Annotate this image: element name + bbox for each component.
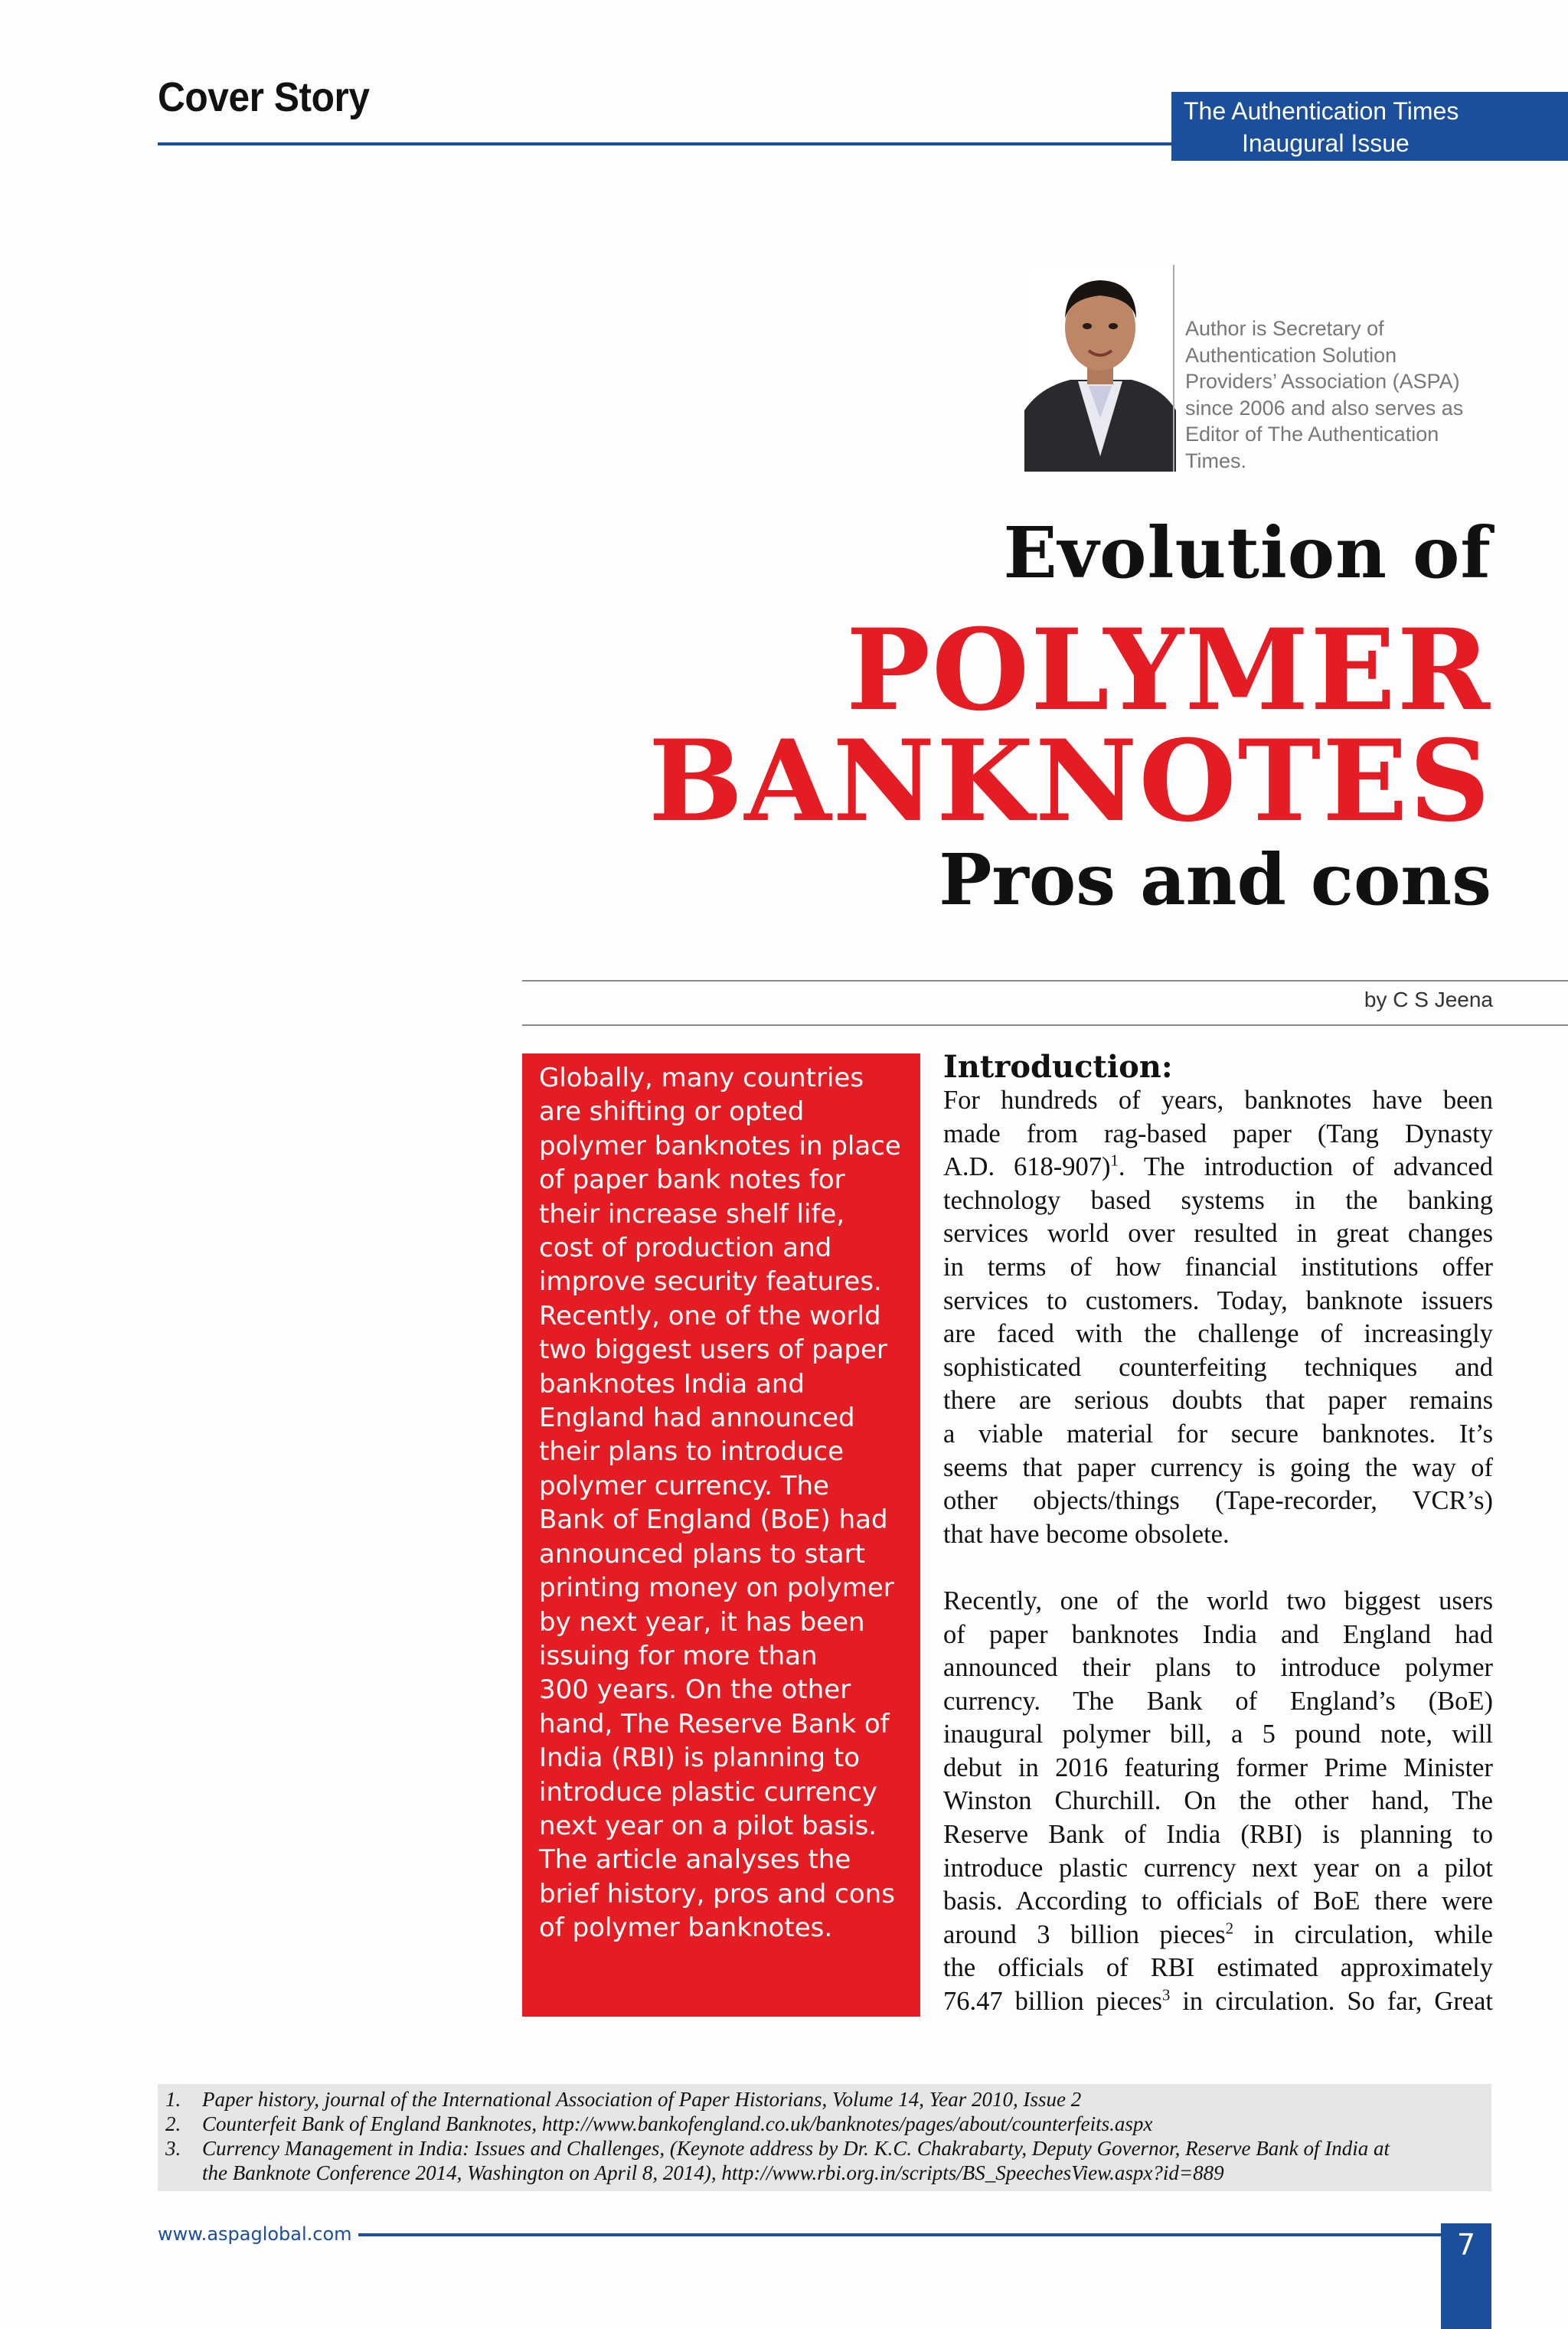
bio-line: Author is Secretary of [1185,317,1384,340]
summary-line: by next year, it has been [539,1606,865,1638]
section-heading: Introduction: [943,1049,1173,1085]
summary-line: Bank of England (BoE) had [539,1504,888,1536]
summary-line: 300 years. On the other [539,1674,851,1706]
bio-line: Times. [1185,449,1246,472]
summary-line: England had announced [539,1403,855,1434]
website-link[interactable]: www.aspaglobal.com [158,2223,352,2245]
byline: by C S Jeena [1364,988,1493,1011]
footnote-2 [165,2112,1152,2136]
paragraph-2 [943,1585,1493,2019]
footnote-number: 2. [165,2112,181,2135]
title-line-1: Evolution of [1003,511,1491,594]
summary-line: Recently, one of the world [539,1300,881,1331]
summary-line: of paper bank notes for [539,1164,845,1196]
summary-line: hand, The Reserve Bank of [539,1708,890,1739]
summary-line: polymer banknotes in place [539,1130,901,1161]
summary-line: printing money on polymer [539,1573,894,1604]
page-number: 7 [1456,2228,1476,2262]
summary-line: cost of production and [539,1233,832,1264]
summary-line: two biggest users of paper [539,1334,887,1366]
bio-line: Providers’ Association (ASPA) [1185,370,1460,394]
body-line [943,1985,1493,2019]
body-line: there are serious doubts that paper remains [943,1386,1493,1416]
body-line: announced their plans to introduce polymer [943,1653,1493,1683]
byline-rule-bottom [522,1024,1568,1026]
bio-line: Authentication Solution [1185,343,1397,367]
body-line: For hundreds of years, banknotes have been [943,1086,1493,1115]
title-line-2: POLYMER [846,605,1491,736]
header-rule [158,142,1171,145]
footnote-number: 3. [165,2137,181,2160]
footnote-ref: 2 [1225,1920,1234,1938]
summary-line: banknotes India and [539,1368,805,1400]
body-line: Recently, one of the world two biggest users [943,1586,1493,1615]
summary-line: their plans to introduce [539,1436,844,1468]
body-line: of paper banknotes India and England had [943,1619,1493,1649]
footnote-text: Counterfeit Bank of England Banknotes, http://www.bankofengland.co.uk/banknotes/pages/about/counterfeits.aspx [202,2112,1153,2135]
body-text: 76.47 billion pieces [943,1987,1162,2017]
footnote-text: Paper history, journal of the International Association of Paper Historians, Volume 14, Year 2010, Issue 2 [202,2088,1082,2111]
summary-box [522,1053,920,2017]
body-line: that have become obsolete. [943,1519,1230,1549]
author-bio [1185,315,1507,475]
photo-divider [1173,265,1174,472]
title-line-4: Pros and cons [939,838,1491,921]
body-line: debut in 2016 featuring former Prime Minister [943,1752,1493,1782]
body-line: made from rag-based paper (Tang Dynasty [943,1119,1493,1148]
summary-line: next year on a pilot basis. [539,1810,877,1841]
bio-line: since 2006 and also serves as [1185,396,1464,420]
body-line [943,1151,1493,1184]
body-line: other objects/things (Tape-recorder, VCR’s) [943,1486,1493,1516]
summary-line: brief history, pros and cons [539,1878,895,1909]
body-line: a viable material for secure banknotes. It’s [943,1419,1493,1449]
summary-line: announced plans to start [539,1538,865,1570]
footnote-3 [165,2136,1390,2161]
issue-banner [1171,92,1568,161]
summary-line: introduce plastic currency [539,1776,877,1808]
summary-line: of polymer banknotes. [539,1913,833,1944]
summary-line: The article analyses the [539,1844,851,1876]
summary-line: improve security features. [539,1266,882,1298]
paragraph-1 [943,1084,1493,1551]
summary-line: are shifting or opted [539,1096,805,1128]
title-line-3: BANKNOTES [648,716,1491,847]
body-line: currency. The Bank of England’s (BoE) [943,1686,1493,1716]
summary-line: issuing for more than [539,1640,818,1671]
publication-name: The Authentication Times [1184,97,1459,125]
author-portrait-icon [1024,265,1176,472]
footnote-text: Currency Management in India: Issues and Challenges, (Keynote address by Dr. K.C. Chakrabarty, Deputy Governor, Reserve Bank of India at [202,2137,1390,2160]
body-line [943,1919,1493,1952]
body-line: the officials of RBI estimated approximately [943,1953,1493,1983]
body-line: Reserve Bank of India (RBI) is planning to [943,1820,1493,1850]
body-text: A.D. 618-907) [943,1152,1111,1182]
footnote-ref: 3 [1161,1987,1171,2004]
page-number-tab [1441,2223,1491,2329]
author-photo [1024,265,1176,472]
body-line: basis. According to officials of BoE there were [943,1886,1493,1916]
body-line: technology based systems in the banking [943,1185,1493,1215]
summary-line: Globally, many countries [539,1063,864,1093]
bio-line: Editor of The Authentication [1185,423,1439,446]
footnote-ref: 1 [1110,1152,1119,1170]
summary-line: polymer currency. The [539,1470,829,1501]
footnote-3-continued: the Banknote Conference 2014, Washington on April 8, 2014), http://www.rbi.org.in/scripts/BS_SpeechesView.aspx?id=889 [202,2161,1224,2184]
issue-label: Inaugural Issue [1242,129,1410,157]
footnote-number: 1. [165,2088,181,2111]
body-line: Winston Churchill. On the other hand, The [943,1786,1493,1816]
footer-rule [358,2233,1441,2236]
section-label: Cover Story [158,74,370,120]
body-line: are faced with the challenge of increasingly [943,1319,1493,1349]
body-line: in terms of how financial institutions offer [943,1252,1493,1282]
footnotes-box [158,2084,1491,2191]
body-text: in circulation. So far, Great [1170,1987,1493,2017]
body-text: . The introduction of advanced [1118,1152,1493,1182]
summary-line: their increase shelf life, [539,1198,845,1230]
body-line: inaugural polymer bill, a 5 pound note, will [943,1720,1493,1749]
body-line: introduce plastic currency next year on a pilot [943,1853,1493,1883]
body-line: seems that paper currency is going the way of [943,1452,1493,1482]
body-line: sophisticated counterfeiting techniques and [943,1352,1493,1382]
body-text: in circulation, while [1233,1919,1493,1949]
summary-line: India (RBI) is planning to [539,1743,861,1774]
body-line: services world over resulted in great changes [943,1219,1493,1249]
article-body [943,1050,1493,2019]
footnote-1 [165,2087,1081,2112]
byline-rule-top [522,980,1568,982]
body-text: around 3 billion pieces [943,1919,1226,1949]
body-line: services to customers. Today, banknote issuers [943,1285,1493,1315]
paragraph-gap [943,1551,1493,1585]
